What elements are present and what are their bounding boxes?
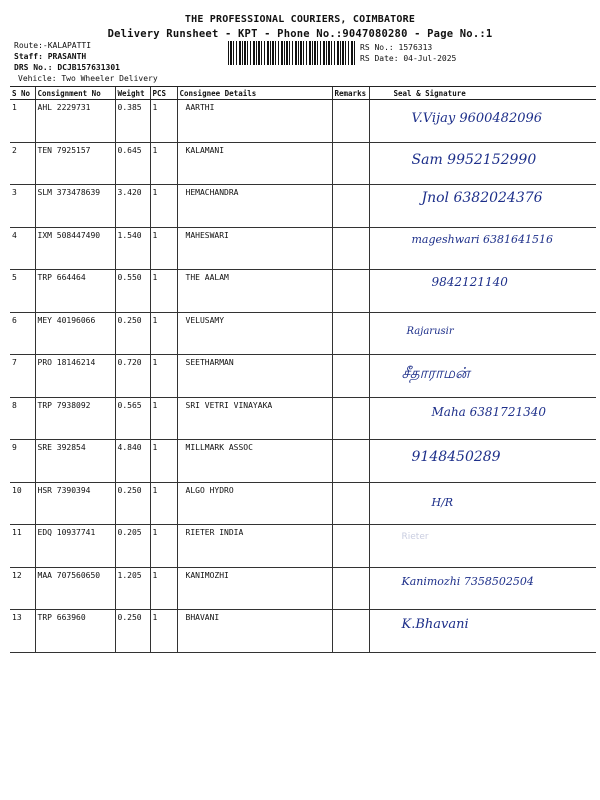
- row-sno: 13: [10, 610, 35, 653]
- staff-label: Staff: PRASANTH: [14, 52, 87, 61]
- row-consignee: AARTHI: [177, 100, 332, 143]
- table-row: [10, 142, 596, 185]
- row-consignee: THE AALAM: [177, 270, 332, 313]
- row-weight: 0.565: [115, 397, 150, 440]
- row-consignment-no: TRP 664464: [35, 270, 115, 313]
- table-row: [10, 312, 596, 355]
- row-consignment-no: TRP 7938092: [35, 397, 115, 440]
- row-signature: [369, 100, 596, 143]
- col-remarks: Remarks: [332, 87, 369, 100]
- runsheet-subtitle: Delivery Runsheet - KPT - Phone No.:9047080280 - Page No.:1: [107, 28, 493, 40]
- row-pcs: 1: [150, 270, 177, 313]
- table-row: [10, 610, 596, 653]
- row-remarks: [332, 525, 369, 568]
- row-remarks: [332, 567, 369, 610]
- rs-number: RS No.: 1576313: [360, 43, 433, 52]
- row-consignment-no: SLM 373478639: [35, 185, 115, 228]
- vehicle-label: Vehicle: Two Wheeler Delivery: [18, 74, 158, 83]
- row-pcs: 1: [150, 525, 177, 568]
- row-weight: 0.250: [115, 610, 150, 653]
- row-consignment-no: PRO 18146214: [35, 355, 115, 398]
- row-weight: 4.840: [115, 440, 150, 483]
- handwritten-signature: Maha 6381721340: [431, 404, 546, 419]
- table-row: [10, 185, 596, 228]
- row-signature: [369, 610, 596, 653]
- row-consignee: MILLMARK ASSOC: [177, 440, 332, 483]
- row-remarks: [332, 312, 369, 355]
- col-pcs: PCS: [150, 87, 177, 100]
- row-consignment-no: MAA 707560650: [35, 567, 115, 610]
- row-remarks: [332, 440, 369, 483]
- row-signature: [369, 525, 596, 568]
- row-signature: [369, 270, 596, 313]
- row-weight: 0.645: [115, 142, 150, 185]
- drs-number: DRS No.: DCJB157631301: [14, 63, 120, 72]
- handwritten-signature: 9148450289: [411, 449, 501, 465]
- row-remarks: [332, 185, 369, 228]
- row-remarks: [332, 397, 369, 440]
- row-consignee: MAHESWARI: [177, 227, 332, 270]
- row-sno: 4: [10, 227, 35, 270]
- row-sno: 3: [10, 185, 35, 228]
- row-weight: 0.205: [115, 525, 150, 568]
- row-pcs: 1: [150, 355, 177, 398]
- handwritten-signature: 9842121140: [431, 275, 508, 289]
- handwritten-signature: Rieter: [401, 532, 429, 542]
- row-weight: 0.250: [115, 482, 150, 525]
- row-weight: 1.205: [115, 567, 150, 610]
- document-title: THE PROFESSIONAL COURIERS, COIMBATORE: [184, 14, 416, 25]
- row-consignee: KALAMANI: [177, 142, 332, 185]
- row-consignee: SRI VETRI VINAYAKA: [177, 397, 332, 440]
- row-remarks: [332, 270, 369, 313]
- row-weight: 1.540: [115, 227, 150, 270]
- row-signature: [369, 397, 596, 440]
- row-pcs: 1: [150, 142, 177, 185]
- table-row: [10, 440, 596, 483]
- row-signature: [369, 142, 596, 185]
- col-weight: Weight: [115, 87, 150, 100]
- row-sno: 9: [10, 440, 35, 483]
- row-remarks: [332, 100, 369, 143]
- table-row: [10, 100, 596, 143]
- row-sno: 11: [10, 525, 35, 568]
- col-signature: Seal & Signature: [369, 87, 596, 100]
- col-sno: S No: [10, 87, 35, 100]
- row-signature: [369, 185, 596, 228]
- row-remarks: [332, 142, 369, 185]
- row-remarks: [332, 482, 369, 525]
- handwritten-signature: H/R: [431, 495, 454, 509]
- row-weight: 3.420: [115, 185, 150, 228]
- row-signature: [369, 440, 596, 483]
- row-consignment-no: HSR 7390394: [35, 482, 115, 525]
- row-consignee: BHAVANI: [177, 610, 332, 653]
- handwritten-signature: K.Bhavani: [401, 617, 469, 632]
- row-pcs: 1: [150, 227, 177, 270]
- row-weight: 0.550: [115, 270, 150, 313]
- row-sno: 12: [10, 567, 35, 610]
- row-signature: [369, 227, 596, 270]
- row-pcs: 1: [150, 312, 177, 355]
- handwritten-signature: Rajarusir: [406, 325, 454, 337]
- row-consignment-no: SRE 392854: [35, 440, 115, 483]
- row-pcs: 1: [150, 185, 177, 228]
- handwritten-signature: Jnol 6382024376: [421, 190, 543, 206]
- row-consignee: VELUSAMY: [177, 312, 332, 355]
- row-pcs: 1: [150, 397, 177, 440]
- row-weight: 0.250: [115, 312, 150, 355]
- row-signature: [369, 567, 596, 610]
- row-sno: 5: [10, 270, 35, 313]
- row-sno: 1: [10, 100, 35, 143]
- row-sno: 6: [10, 312, 35, 355]
- row-sno: 2: [10, 142, 35, 185]
- row-signature: [369, 355, 596, 398]
- row-consignment-no: AHL 2229731: [35, 100, 115, 143]
- table-row: [10, 482, 596, 525]
- row-remarks: [332, 355, 369, 398]
- table-row: [10, 355, 596, 398]
- row-pcs: 1: [150, 610, 177, 653]
- row-pcs: 1: [150, 482, 177, 525]
- row-remarks: [332, 227, 369, 270]
- row-consignment-no: TRP 663960: [35, 610, 115, 653]
- col-consignee: Consignee Details: [177, 87, 332, 100]
- row-sno: 10: [10, 482, 35, 525]
- table-row: [10, 525, 596, 568]
- row-weight: 0.385: [115, 100, 150, 143]
- row-consignee: ALGO HYDRO: [177, 482, 332, 525]
- row-consignment-no: TEN 7925157: [35, 142, 115, 185]
- row-signature: [369, 312, 596, 355]
- row-consignee: SEETHARMAN: [177, 355, 332, 398]
- row-consignment-no: MEY 40196066: [35, 312, 115, 355]
- table-row: [10, 567, 596, 610]
- row-sno: 8: [10, 397, 35, 440]
- table-row: [10, 270, 596, 313]
- row-sno: 7: [10, 355, 35, 398]
- row-consignee: HEMACHANDRA: [177, 185, 332, 228]
- handwritten-signature: Kanimozhi 7358502504: [401, 574, 534, 588]
- runsheet-table: [10, 86, 596, 653]
- row-remarks: [332, 610, 369, 653]
- table-row: [10, 227, 596, 270]
- handwritten-signature: mageshwari 6381641516: [411, 232, 554, 246]
- table-row: [10, 397, 596, 440]
- handwritten-signature: சீதாராமன்: [401, 364, 470, 382]
- row-consignee: RIETER INDIA: [177, 525, 332, 568]
- rs-date: RS Date: 04-Jul-2025: [360, 54, 457, 63]
- row-consignment-no: IXM 508447490: [35, 227, 115, 270]
- row-pcs: 1: [150, 100, 177, 143]
- row-consignment-no: EDQ 10937741: [35, 525, 115, 568]
- row-signature: [369, 482, 596, 525]
- row-consignee: KANIMOZHI: [177, 567, 332, 610]
- handwritten-signature: V.Vijay 9600482096: [411, 111, 543, 126]
- route-label: Route:-KALAPATTI: [14, 41, 92, 50]
- row-weight: 0.720: [115, 355, 150, 398]
- barcode-icon: [228, 41, 356, 65]
- handwritten-signature: Sam 9952152990: [411, 151, 537, 168]
- row-pcs: 1: [150, 440, 177, 483]
- table-header-row: [10, 87, 596, 100]
- col-consignment: Consignment No: [35, 87, 115, 100]
- row-pcs: 1: [150, 567, 177, 610]
